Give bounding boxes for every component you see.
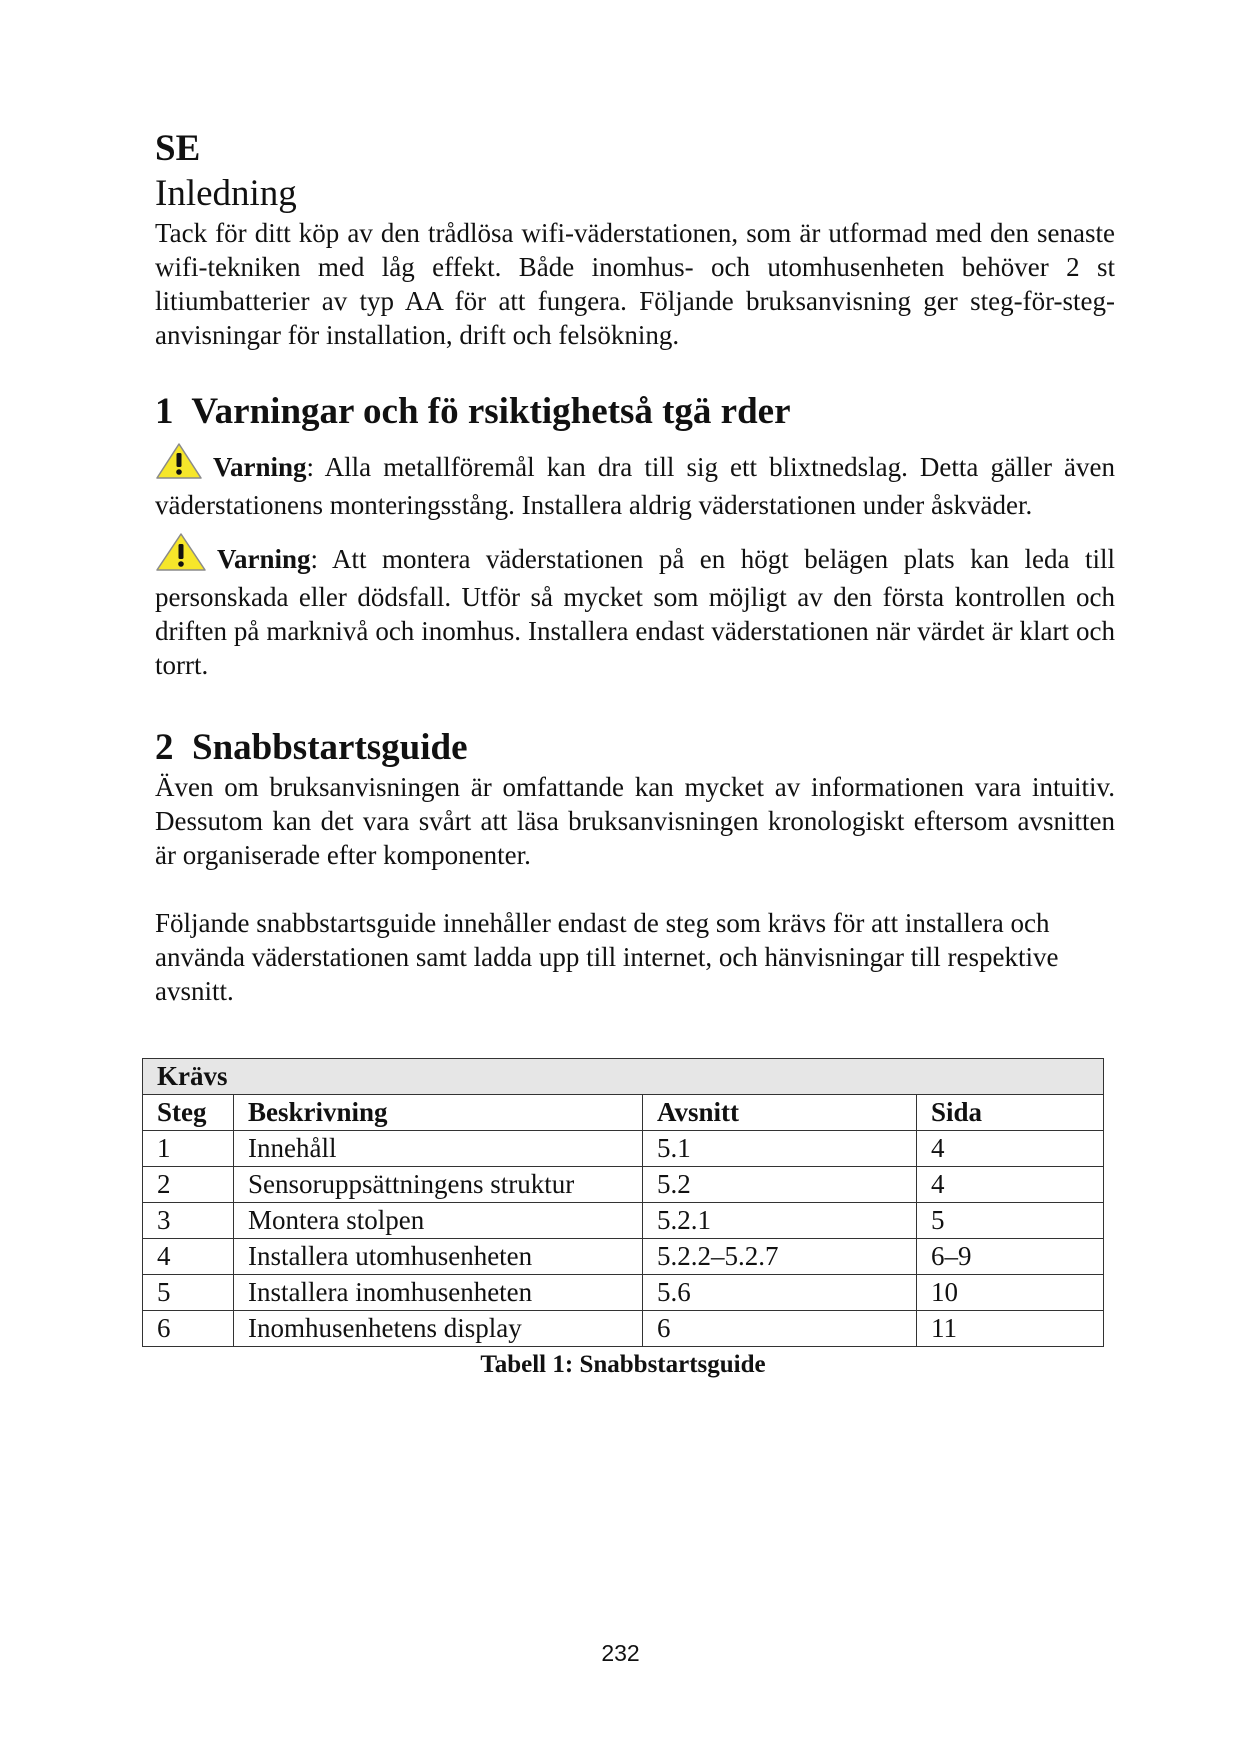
- warning-2-label: Varning: [217, 544, 311, 574]
- table-cell: Installera utomhusenheten: [234, 1239, 643, 1275]
- table-row: [143, 1131, 1104, 1167]
- table-cell: 5.1: [643, 1131, 917, 1167]
- table-cell: Innehåll: [234, 1131, 643, 1167]
- warning-1: [155, 442, 1115, 522]
- table-cell: 5.2.1: [643, 1203, 917, 1239]
- column-header: Avsnitt: [643, 1095, 917, 1131]
- table-cell: Installera inomhusenheten: [234, 1275, 643, 1311]
- section1-number: 1: [155, 391, 174, 432]
- table-cell: Sensoruppsättningens struktur: [234, 1167, 643, 1203]
- table-cell: 10: [917, 1275, 1104, 1311]
- table-cell: 6: [643, 1311, 917, 1347]
- section2-number: 2: [155, 727, 174, 768]
- table-cell: 6: [143, 1311, 234, 1347]
- section1-title: Varningar och fö rsiktighetså tgä rder: [191, 391, 791, 432]
- warning-1-label: Varning: [213, 452, 307, 482]
- table-cell: 5.2: [643, 1167, 917, 1203]
- table-row: [143, 1275, 1104, 1311]
- table-caption-header: Krävs: [143, 1059, 1104, 1095]
- table-cell: 3: [143, 1203, 234, 1239]
- table-cell: 4: [917, 1167, 1104, 1203]
- section1-heading: [155, 390, 1115, 434]
- section2-title: Snabbstartsguide: [192, 727, 468, 768]
- column-header: Steg: [143, 1095, 234, 1131]
- table-row: [143, 1167, 1104, 1203]
- table-cell: 5.2.2–5.2.7: [643, 1239, 917, 1275]
- table-caption-row: [143, 1059, 1104, 1095]
- table-row: [143, 1203, 1104, 1239]
- section2-para1: Även om bruksanvisningen är omfattande kan mycket av informationen vara intuitiv. Dessutom kan det vara svårt att läsa bruksanvisningen kronologiskt eftersom avsnitten är organiserade efter komponenter.: [155, 772, 1115, 870]
- section2-heading: [155, 726, 1115, 770]
- warning-2: [155, 532, 1115, 682]
- column-header: Sida: [917, 1095, 1104, 1131]
- table-caption: Tabell 1: Snabbstartsguide: [480, 1351, 766, 1378]
- warning-triangle-icon: [155, 532, 207, 580]
- quickstart-table: [142, 1058, 1104, 1347]
- warning-triangle-icon: [155, 442, 203, 488]
- table-cell: 11: [917, 1311, 1104, 1347]
- table-cell: 4: [917, 1131, 1104, 1167]
- document-page: [155, 128, 1115, 1379]
- table-row: [143, 1311, 1104, 1347]
- table-cell: 6–9: [917, 1239, 1104, 1275]
- warning-1-text: : Alla metallföremål kan dra till sig ett blixtnedslag. Detta gäller även väderstationens monteringsstång. Installera aldrig väderstationen under åskväder.: [155, 452, 1115, 520]
- warning-2-text: : Att montera väderstationen på en högt belägen plats kan leda till personskada eller dödsfall. Utför så mycket som möjligt av den första kontrollen och driften på marknivå och inomhus. Installera endast väderstationen när värdet är klart och torrt.: [155, 544, 1115, 680]
- intro-body: Tack för ditt köp av den trådlösa wifi-väderstationen, som är utformad med den senaste wifi-tekniken med låg effekt. Både inomhus- och utomhusenheten behöver 2 st litiumbatterier av typ AA för att fungera. Följande bruksanvisning ger steg-för-steg-anvisningar för installation, drift och felsökning.: [155, 218, 1115, 350]
- language-code: SE: [155, 128, 201, 169]
- column-header: Beskrivning: [234, 1095, 643, 1131]
- section2-para2: Följande snabbstartsguide innehåller endast de steg som krävs för att installera och använda väderstationen samt ladda upp till internet, och hänvisningar till respektive avsnitt.: [155, 908, 1059, 1006]
- table-cell: 4: [143, 1239, 234, 1275]
- table-cell: Montera stolpen: [234, 1203, 643, 1239]
- intro-title: Inledning: [155, 173, 297, 214]
- table-row: [143, 1239, 1104, 1275]
- table-cell: 1: [143, 1131, 234, 1167]
- table-cell: 2: [143, 1167, 234, 1203]
- table-header-row: [143, 1095, 1104, 1131]
- table-cell: 5: [917, 1203, 1104, 1239]
- table-cell: 5.6: [643, 1275, 917, 1311]
- table-cell: Inomhusenhetens display: [234, 1311, 643, 1347]
- page-number: 232: [601, 1640, 640, 1666]
- table-cell: 5: [143, 1275, 234, 1311]
